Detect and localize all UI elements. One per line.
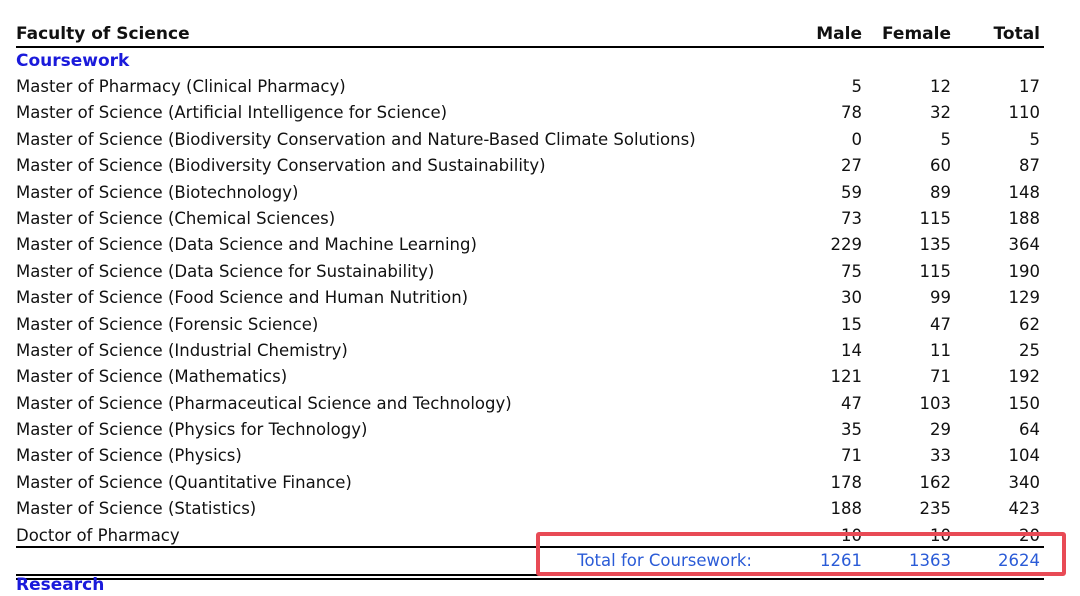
male-count: 229 [830, 235, 862, 255]
male-count: 188 [830, 499, 862, 519]
total-count: 25 [1019, 340, 1040, 360]
programme-name: Master of Science (Biodiversity Conservation and Sustainability) [16, 156, 546, 176]
female-count: 32 [930, 103, 951, 123]
total-column-header: Total [993, 24, 1040, 44]
total-count: 190 [1008, 261, 1040, 281]
female-column-header: Female [882, 24, 951, 44]
female-count: 12 [930, 77, 951, 96]
female-count: 99 [930, 288, 951, 308]
table-row [16, 391, 1044, 417]
total-count: 87 [1019, 156, 1040, 176]
male-count: 71 [841, 446, 862, 466]
programme-name: Doctor of Pharmacy [16, 525, 180, 545]
programme-name: Master of Science (Data Science and Machine Learning) [16, 235, 477, 255]
programme-name: Master of Science (Industrial Chemistry) [16, 340, 348, 360]
male-count: 27 [841, 156, 862, 176]
female-count: 162 [919, 472, 951, 492]
male-count: 73 [841, 208, 862, 228]
table-row [16, 232, 1044, 258]
total-count: 5 [1029, 129, 1040, 149]
table-row [16, 496, 1044, 522]
programme-name: Master of Science (Physics for Technology) [16, 420, 368, 440]
total-count: 104 [1008, 446, 1040, 466]
male-count: 78 [841, 103, 862, 123]
totals-male: 1261 [820, 551, 862, 570]
table-row [16, 470, 1044, 496]
table-row [16, 74, 1044, 100]
programme-name: Master of Science (Physics) [16, 446, 242, 466]
table-row [16, 206, 1044, 232]
totals-highlight-box [536, 532, 1066, 576]
female-count: 135 [919, 235, 951, 255]
total-count: 62 [1019, 314, 1040, 334]
female-count: 10 [930, 525, 951, 545]
faculty-title: Faculty of Science [16, 24, 190, 44]
male-count: 178 [830, 472, 862, 492]
programme-name: Master of Science (Mathematics) [16, 367, 288, 387]
table-row [16, 417, 1044, 443]
totals-bottom-rule-2 [16, 578, 1044, 580]
table-row [16, 180, 1044, 206]
female-count: 115 [919, 208, 951, 228]
male-count: 75 [841, 261, 862, 281]
female-count: 5 [940, 129, 951, 149]
female-count: 29 [930, 420, 951, 440]
programme-name: Master of Science (Biotechnology) [16, 182, 299, 202]
female-count: 89 [930, 182, 951, 202]
programme-name: Master of Science (Food Science and Human Nutrition) [16, 288, 469, 308]
total-count: 150 [1008, 393, 1040, 413]
programme-name: Master of Science (Chemical Sciences) [16, 208, 336, 228]
female-count: 115 [919, 261, 951, 281]
table-row [16, 443, 1044, 469]
totals-female: 1363 [909, 551, 951, 570]
total-count: 192 [1008, 367, 1040, 387]
section-label-research: Research [16, 575, 105, 595]
total-count: 129 [1008, 288, 1040, 308]
male-count: 30 [841, 288, 862, 308]
table-header [16, 22, 1044, 48]
male-count: 5 [851, 77, 862, 96]
section-label-coursework: Coursework [16, 51, 130, 71]
table-row [16, 285, 1044, 311]
male-count: 59 [841, 182, 862, 202]
female-count: 235 [919, 499, 951, 519]
programme-name: Master of Science (Quantitative Finance) [16, 472, 352, 492]
programme-name: Master of Science (Statistics) [16, 499, 257, 519]
female-count: 33 [930, 446, 951, 466]
programme-rows [16, 74, 1044, 549]
programme-name: Master of Science (Artificial Intelligence for Science) [16, 103, 448, 123]
programme-name: Master of Science (Forensic Science) [16, 314, 319, 334]
male-count: 0 [851, 129, 862, 149]
table-row [16, 100, 1044, 126]
male-count: 15 [841, 314, 862, 334]
programme-name: Master of Science (Biodiversity Conservation and Nature-Based Climate Solutions) [16, 129, 696, 149]
total-count: 188 [1008, 208, 1040, 228]
totals-label: Total for Coursework: [577, 551, 752, 570]
programme-name: Master of Science (Data Science for Sustainability) [16, 261, 435, 281]
male-count: 35 [841, 420, 862, 440]
total-count: 364 [1008, 235, 1040, 255]
female-count: 71 [930, 367, 951, 387]
female-count: 47 [930, 314, 951, 334]
female-count: 60 [930, 156, 951, 176]
table-row [16, 338, 1044, 364]
total-count: 148 [1008, 182, 1040, 202]
total-count: 340 [1008, 472, 1040, 492]
total-count: 20 [1019, 525, 1040, 545]
total-count: 110 [1008, 103, 1040, 123]
male-column-header: Male [816, 24, 862, 44]
totals-total: 2624 [998, 551, 1040, 570]
male-count: 14 [841, 340, 862, 360]
male-count: 10 [841, 525, 862, 545]
total-count: 423 [1008, 499, 1040, 519]
table-row [16, 127, 1044, 153]
table-row [16, 364, 1044, 390]
table-row [16, 259, 1044, 285]
total-count: 64 [1019, 420, 1040, 440]
programme-name: Master of Pharmacy (Clinical Pharmacy) [16, 77, 346, 96]
total-count: 17 [1019, 77, 1040, 96]
table-row [16, 153, 1044, 179]
male-count: 47 [841, 393, 862, 413]
programme-name: Master of Science (Pharmaceutical Science and Technology) [16, 393, 512, 413]
female-count: 11 [930, 340, 951, 360]
male-count: 121 [830, 367, 862, 387]
female-count: 103 [919, 393, 951, 413]
table-row [16, 312, 1044, 338]
